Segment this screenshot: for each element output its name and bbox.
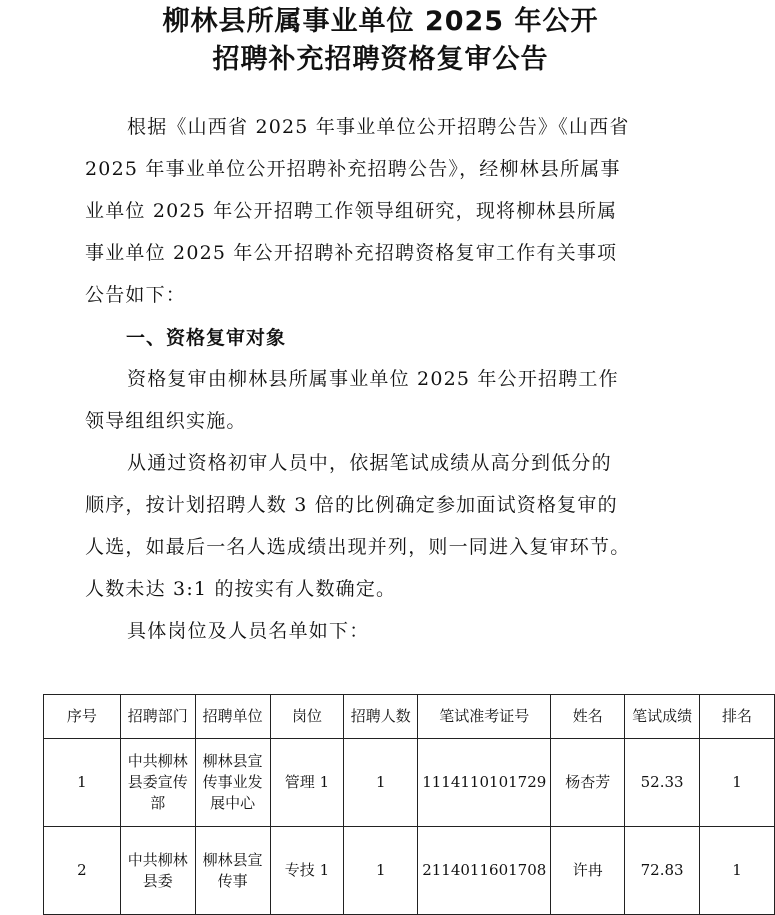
cell-no: 2 — [44, 827, 121, 915]
section-paragraph-3 — [85, 610, 675, 652]
cell-name: 杨杏芳 — [551, 739, 625, 827]
section-paragraph-2 — [85, 442, 675, 610]
candidate-table — [43, 694, 775, 915]
header-cell: 招聘部门 — [120, 695, 195, 739]
header-cell: 姓名 — [551, 695, 625, 739]
table-header-row — [44, 695, 775, 739]
cell-dept: 中共柳林县委 — [120, 827, 195, 915]
paragraph-line: 具体岗位及人员名单如下： — [127, 620, 370, 642]
section-paragraph-1 — [85, 358, 675, 442]
cell-post: 专技 1 — [270, 827, 344, 915]
intro-line: 根据《山西省 2025 年事业单位公开招聘公告》《山西省 — [127, 116, 630, 138]
header-cell: 排名 — [700, 695, 775, 739]
cell-name: 许冉 — [551, 827, 625, 915]
intro-line: 事业单位 2025 年公开招聘补充招聘资格复审工作有关事项 — [85, 242, 618, 264]
header-cell: 序号 — [44, 695, 121, 739]
header-cell: 招聘人数 — [344, 695, 418, 739]
header-cell: 岗位 — [270, 695, 344, 739]
header-cell: 招聘单位 — [195, 695, 270, 739]
paragraph-line: 领导组组织实施。 — [85, 410, 247, 432]
document-title-line-2: 招聘补充招聘资格复审公告 — [212, 44, 549, 75]
cell-score: 52.33 — [625, 739, 700, 827]
cell-exam-id: 1114110101729 — [418, 739, 551, 827]
intro-line: 2025 年事业单位公开招聘补充招聘公告》，经柳林县所属事 — [85, 158, 621, 180]
cell-unit: 柳林县宣传事业发展中心 — [195, 739, 270, 827]
cell-rank: 1 — [700, 739, 775, 827]
cell-post: 管理 1 — [270, 739, 344, 827]
paragraph-line: 人选，如最后一名人选成绩出现并列，则一同进入复审环节。 — [85, 536, 631, 558]
document-title-line-1: 柳林县所属事业单位 2025 年公开 — [162, 6, 599, 37]
header-cell: 笔试准考证号 — [418, 695, 551, 739]
cell-dept: 中共柳林县委宣传部 — [120, 739, 195, 827]
paragraph-line: 人数未达 3:1 的按实有人数确定。 — [85, 578, 397, 600]
intro-line: 公告如下： — [85, 284, 187, 306]
paragraph-line: 资格复审由柳林县所属事业单位 2025 年公开招聘工作 — [127, 368, 619, 390]
table-row — [44, 739, 775, 827]
cell-no: 1 — [44, 739, 121, 827]
intro-paragraph — [85, 106, 675, 316]
section-heading: 一、资格复审对象 — [126, 327, 287, 349]
intro-line: 业单位 2025 年公开招聘工作领导组研究，现将柳林县所属 — [85, 200, 618, 222]
cell-score: 72.83 — [625, 827, 700, 915]
cell-exam-id: 2114011601708 — [418, 827, 551, 915]
header-cell: 笔试成绩 — [625, 695, 700, 739]
cell-rank: 1 — [700, 827, 775, 915]
cell-count: 1 — [344, 827, 418, 915]
paragraph-line: 顺序，按计划招聘人数 3 倍的比例确定参加面试资格复审的 — [85, 494, 618, 516]
cell-unit: 柳林县宣传事 — [195, 827, 270, 915]
table-row — [44, 827, 775, 915]
paragraph-line: 从通过资格初审人员中，依据笔试成绩从高分到低分的 — [127, 452, 612, 474]
cell-count: 1 — [344, 739, 418, 827]
